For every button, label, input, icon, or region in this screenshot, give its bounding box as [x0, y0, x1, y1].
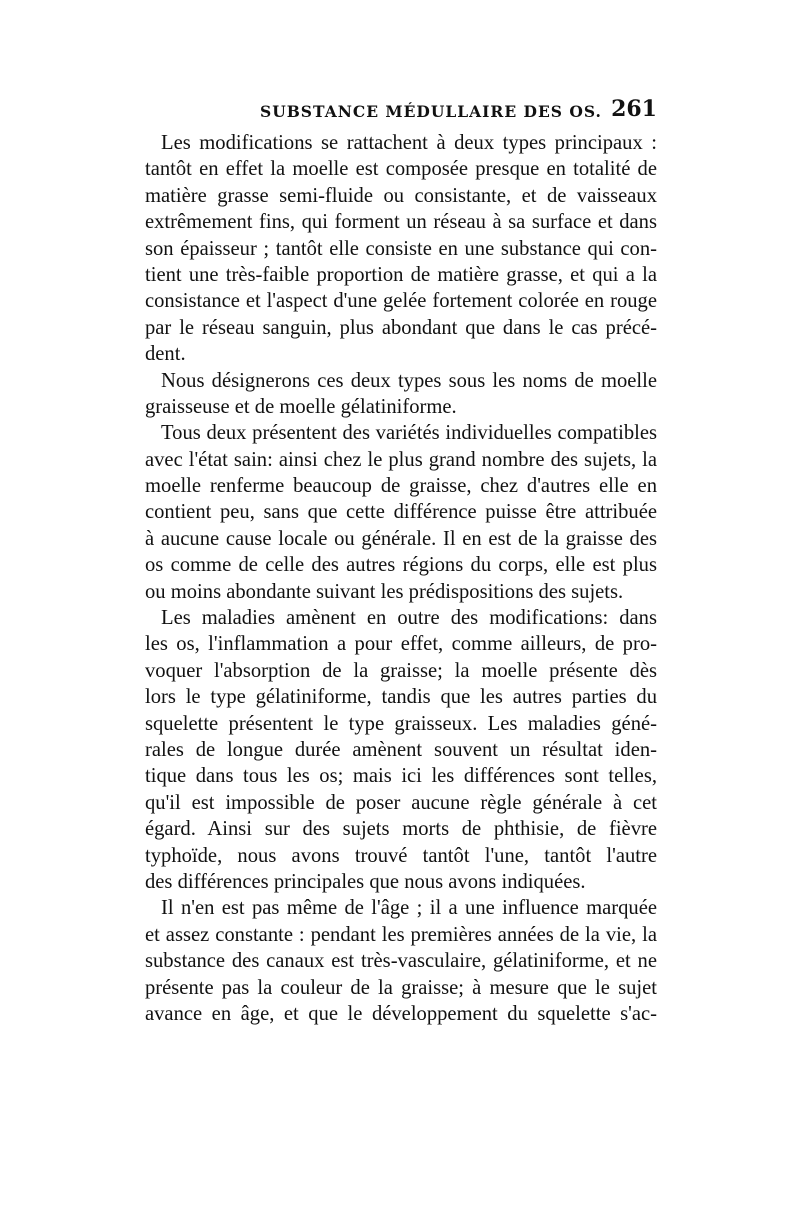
text-line: voquer l'absorption de la graisse; la moelle présente dès: [145, 659, 657, 682]
running-head: [145, 96, 657, 126]
text-line: tantôt en effet la moelle est composée presque en totalité de: [145, 158, 657, 181]
text-line: os comme de celle des autres régions du corps, elle est plus: [145, 554, 657, 577]
body-text: [145, 130, 657, 1027]
text-line: à aucune cause locale ou générale. Il en est de la graisse des: [145, 527, 657, 550]
text-line: égard. Ainsi sur des sujets morts de phthisie, de fièvre: [145, 818, 657, 841]
text-line: avec l'état sain: ainsi chez le plus grand nombre des sujets, la: [145, 448, 657, 471]
text-line: ou moins abondante suivant les prédispositions des sujets.: [145, 580, 624, 603]
text-line: et assez constante : pendant les premières années de la vie, la: [145, 923, 657, 946]
text-line: les os, l'inflammation a pour effet, comme ailleurs, de pro-: [145, 633, 657, 656]
text-line: Tous deux présentent des variétés individuelles compatibles: [161, 422, 657, 445]
text-line: avance en âge, et que le développement du squelette s'ac-: [145, 1002, 657, 1025]
text-line: tient une très-faible proportion de matière grasse, et qui a la: [145, 263, 657, 286]
text-line: rales de longue durée amènent souvent un résultat iden-: [145, 738, 657, 761]
text-line: présente pas la couleur de la graisse; à mesure que le sujet: [145, 976, 657, 999]
text-line: son épaisseur ; tantôt elle consiste en une substance qui con-: [145, 237, 657, 260]
text-line: des différences principales que nous avons indiquées.: [145, 870, 586, 893]
text-line: substance des canaux est très-vasculaire, gélatiniforme, et ne: [145, 950, 657, 973]
text-line: extrêmement fins, qui forment un réseau à sa surface et dans: [145, 211, 657, 234]
text-line: typhoïde, nous avons trouvé tantôt l'une, tantôt l'autre: [145, 844, 657, 867]
text-line: graisseuse et de moelle gélatiniforme.: [145, 395, 457, 418]
text-line: qu'il est impossible de poser aucune règle générale à cet: [145, 791, 657, 814]
running-title: SUBSTANCE MÉDULLAIRE DES OS.: [260, 102, 602, 121]
text-line: matière grasse semi-fluide ou consistante, et de vaisseaux: [145, 184, 657, 207]
page-number: 261: [611, 96, 657, 122]
text-line: lors le type gélatiniforme, tandis que les autres parties du: [145, 686, 657, 709]
text-line: Il n'en est pas même de l'âge ; il a une influence marquée: [161, 897, 657, 920]
text-line: Les modifications se rattachent à deux types principaux :: [161, 132, 657, 154]
text-line: dent.: [145, 343, 186, 366]
text-line: Les maladies amènent en outre des modifications: dans: [161, 607, 657, 630]
text-line: Nous désignerons ces deux types sous les noms de moelle: [161, 369, 657, 392]
text-line: moelle renferme beaucoup de graisse, chez d'autres elle en: [145, 475, 657, 498]
text-line: tique dans tous les os; mais ici les différences sont telles,: [145, 765, 657, 788]
text-line: squelette présentent le type graisseux. Les maladies géné-: [145, 712, 657, 735]
text-line: par le réseau sanguin, plus abondant que dans le cas précé-: [145, 316, 657, 339]
text-line: contient peu, sans que cette différence puisse être attribuée: [145, 501, 657, 524]
text-line: consistance et l'aspect d'une gelée fortement colorée en rouge: [145, 290, 657, 313]
